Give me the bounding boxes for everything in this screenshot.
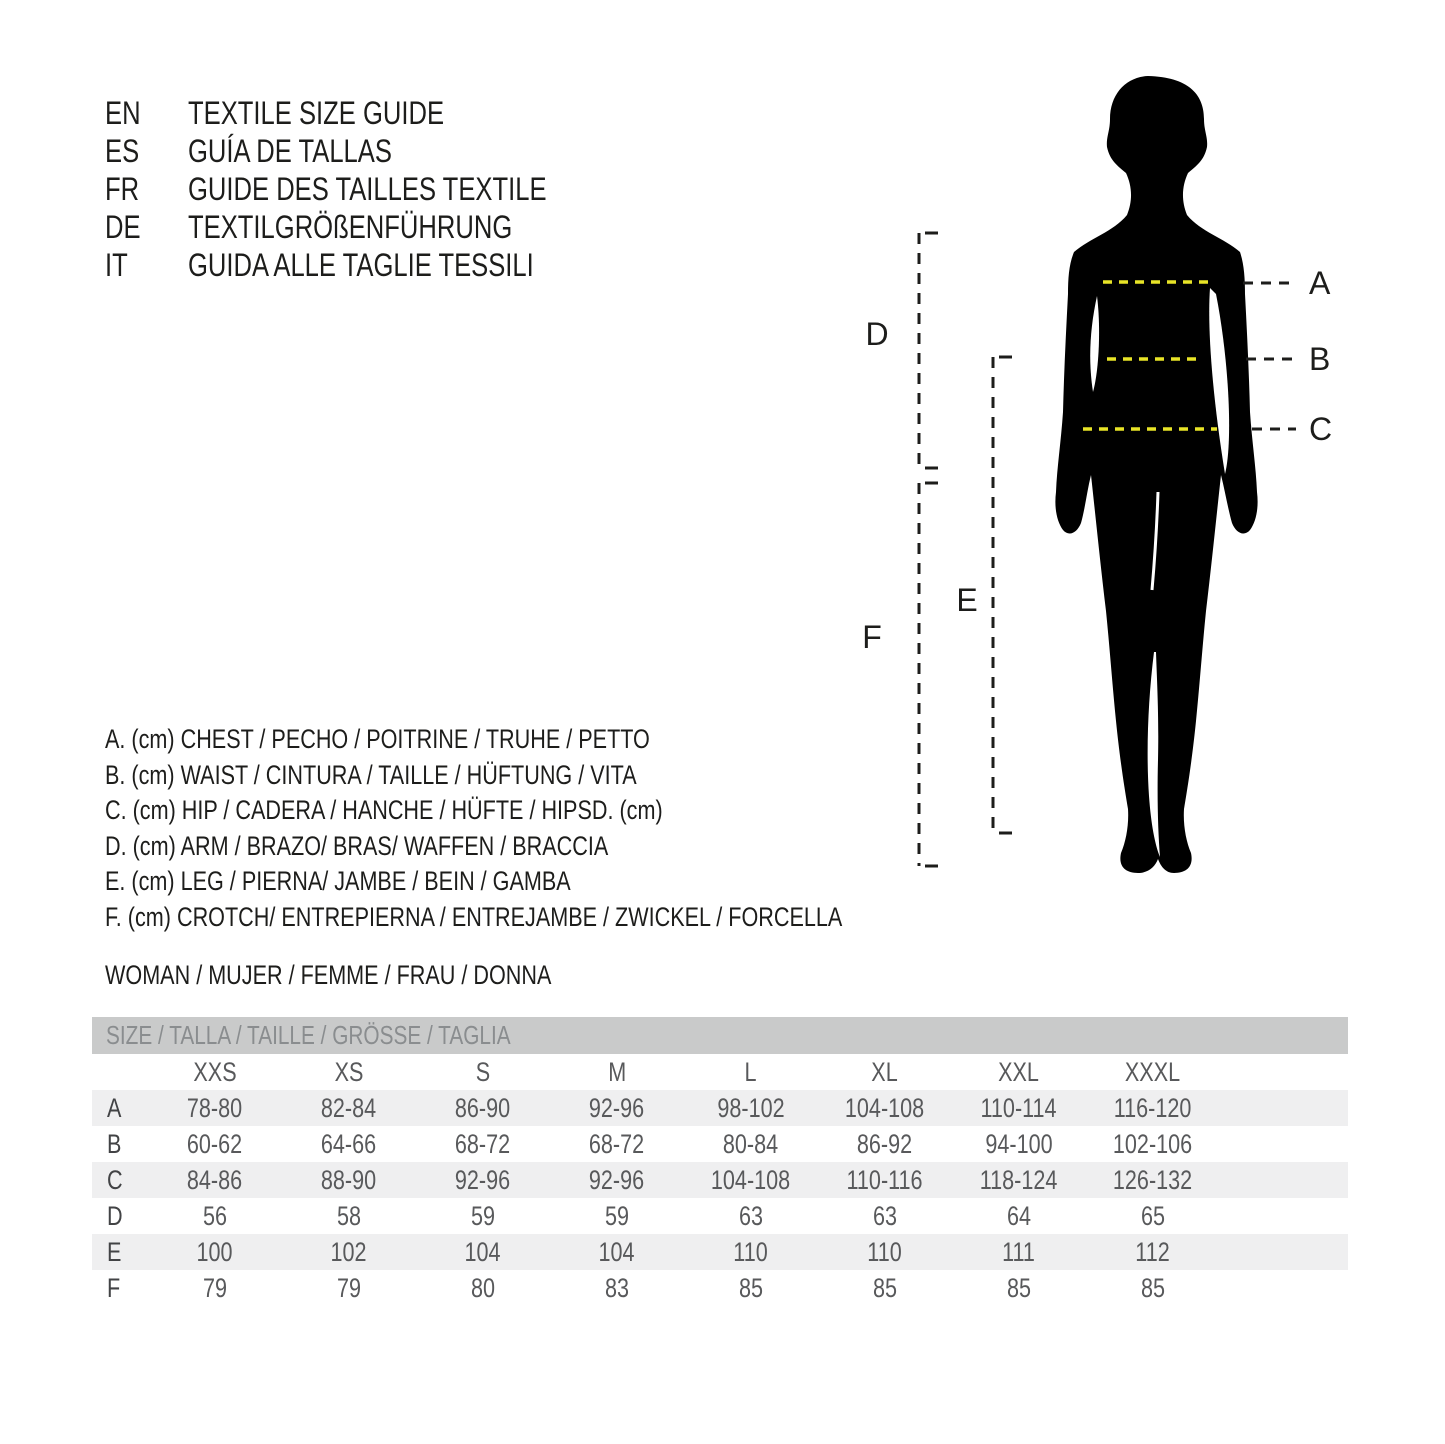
row-label-text: C [107, 1164, 123, 1195]
table-cell [818, 1165, 952, 1196]
legend-item [105, 793, 1027, 829]
cell-value: 100 [196, 1236, 234, 1267]
table-cell [1086, 1093, 1220, 1124]
table-row [92, 1162, 1348, 1198]
table-cell [416, 1273, 550, 1304]
arm-label: D [865, 316, 889, 352]
language-code: IT [105, 246, 128, 283]
gender-title-text: WOMAN / MUJER / FEMME / FRAU / DONNA [105, 960, 552, 990]
cell-value: 86-92 [857, 1128, 913, 1159]
cell-value: 102-106 [1113, 1128, 1193, 1159]
column-header-text: L [744, 1056, 758, 1087]
column-header [1086, 1057, 1220, 1088]
table-cell [550, 1165, 684, 1196]
row-label [92, 1129, 148, 1160]
table-cell [684, 1093, 818, 1124]
cell-value: 63 [872, 1200, 898, 1231]
table-cell [1086, 1237, 1220, 1268]
row-label-text: E [107, 1236, 122, 1267]
language-row [105, 246, 636, 284]
legend-text: C. (cm) HIP / CADERA / HANCHE / HÜFTE / HIPSD. (cm) [105, 795, 663, 826]
language-code: FR [105, 170, 140, 207]
column-header [684, 1057, 818, 1088]
cell-value: 98-102 [717, 1092, 785, 1123]
size-table-header-text: SIZE / TALLA / TAILLE / GRÖSSE / TAGLIA [106, 1020, 511, 1050]
column-header [282, 1057, 416, 1088]
leg-label: E [956, 582, 978, 618]
waist-label: B [1309, 341, 1331, 377]
table-cell [416, 1093, 550, 1124]
table-cell [282, 1165, 416, 1196]
table-cell [818, 1201, 952, 1232]
cell-value: 86-90 [455, 1092, 511, 1123]
cell-value: 110-116 [846, 1164, 924, 1195]
cell-value: 112 [1135, 1236, 1171, 1267]
language-title: GUÍA DE TALLAS [188, 132, 392, 169]
table-cell [818, 1237, 952, 1268]
table-cell [550, 1201, 684, 1232]
cell-value: 56 [202, 1200, 228, 1231]
cell-value: 110-114 [980, 1092, 1058, 1123]
table-cell [282, 1237, 416, 1268]
table-cell [818, 1093, 952, 1124]
cell-value: 82-84 [321, 1092, 377, 1123]
table-cell [148, 1273, 282, 1304]
cell-value: 80 [470, 1272, 496, 1303]
table-row [92, 1126, 1348, 1162]
language-row [105, 208, 636, 246]
table-cell [952, 1129, 1086, 1160]
cell-value: 85 [1006, 1272, 1032, 1303]
crotch-label: F [862, 619, 882, 655]
cell-value: 83 [604, 1272, 630, 1303]
legend-text: D. (cm) ARM / BRAZO/ BRAS/ WAFFEN / BRACCIA [105, 830, 609, 861]
cell-value: 104-108 [845, 1092, 925, 1123]
row-label [92, 1165, 148, 1196]
legend-text: B. (cm) WAIST / CINTURA / TAILLE / HÜFTUNG / VITA [105, 759, 637, 790]
cell-value: 88-90 [321, 1164, 377, 1195]
table-cell [684, 1237, 818, 1268]
column-header-text: XXXL [1125, 1056, 1181, 1087]
cell-value: 59 [604, 1200, 630, 1231]
row-label-text: B [107, 1128, 122, 1159]
cell-value: 104-108 [711, 1164, 791, 1195]
table-cell [684, 1201, 818, 1232]
row-label [92, 1093, 148, 1124]
table-cell [684, 1165, 818, 1196]
table-cell [416, 1237, 550, 1268]
legend-text: A. (cm) CHEST / PECHO / POITRINE / TRUHE / PETTO [105, 724, 650, 755]
cell-value: 110 [733, 1236, 769, 1267]
row-label-text: D [107, 1200, 123, 1231]
language-row [105, 170, 636, 208]
table-cell [148, 1129, 282, 1160]
table-cell [1086, 1129, 1220, 1160]
legend-text: F. (cm) CROTCH/ ENTREPIERNA / ENTREJAMBE / ZWICKEL / FORCELLA [105, 901, 843, 932]
table-cell [550, 1237, 684, 1268]
table-cell [416, 1165, 550, 1196]
cell-value: 59 [470, 1200, 496, 1231]
cell-value: 60-62 [187, 1128, 243, 1159]
language-title: TEXTILGRÖßENFÜHRUNG [188, 208, 513, 245]
column-header-text: XXL [998, 1056, 1040, 1087]
cell-value: 92-96 [589, 1164, 645, 1195]
table-cell [550, 1273, 684, 1304]
chest-label: A [1309, 265, 1331, 301]
table-row [92, 1090, 1348, 1126]
legend-item [105, 722, 1027, 758]
column-header [148, 1057, 282, 1088]
table-cell [684, 1273, 818, 1304]
column-header [952, 1057, 1086, 1088]
column-header [550, 1057, 684, 1088]
column-header-text: XXS [193, 1056, 237, 1087]
table-cell [148, 1201, 282, 1232]
table-header-row [92, 1054, 1348, 1090]
table-cell [550, 1093, 684, 1124]
cell-value: 79 [336, 1272, 362, 1303]
cell-value: 110 [867, 1236, 903, 1267]
gender-title [105, 960, 663, 991]
table-cell [952, 1201, 1086, 1232]
table-row [92, 1270, 1348, 1306]
cell-value: 94-100 [985, 1128, 1053, 1159]
table-cell [818, 1273, 952, 1304]
language-title: GUIDA ALLE TAGLIE TESSILI [188, 246, 534, 283]
cell-value: 111 [1002, 1236, 1036, 1267]
table-cell [952, 1273, 1086, 1304]
language-row [105, 94, 636, 132]
column-header-text: M [608, 1056, 626, 1087]
cell-value: 104 [598, 1236, 636, 1267]
cell-value: 116-120 [1114, 1092, 1192, 1123]
table-cell [1086, 1273, 1220, 1304]
table-cell [282, 1273, 416, 1304]
cell-value: 63 [738, 1200, 764, 1231]
table-cell [818, 1129, 952, 1160]
column-header-text: S [475, 1056, 491, 1087]
language-list [105, 94, 636, 284]
table-cell [148, 1237, 282, 1268]
cell-value: 80-84 [723, 1128, 779, 1159]
column-header [818, 1057, 952, 1088]
cell-value: 102 [330, 1236, 368, 1267]
language-title: TEXTILE SIZE GUIDE [188, 94, 445, 131]
table-cell [684, 1129, 818, 1160]
cell-value: 68-72 [589, 1128, 645, 1159]
legend-item [105, 758, 1027, 794]
legend-item [105, 900, 1027, 936]
legend-item [105, 829, 1027, 865]
column-header-text: XS [334, 1056, 364, 1087]
cell-value: 65 [1140, 1200, 1166, 1231]
language-code: ES [105, 132, 140, 169]
row-label [92, 1201, 148, 1232]
cell-value: 78-80 [187, 1092, 243, 1123]
table-cell [416, 1201, 550, 1232]
column-header [416, 1057, 550, 1088]
table-cell [952, 1165, 1086, 1196]
row-label-text: F [107, 1272, 121, 1303]
row-label [92, 1237, 148, 1268]
table-cell [148, 1165, 282, 1196]
column-header-text: XL [871, 1056, 899, 1087]
table-cell [1086, 1165, 1220, 1196]
cell-value: 85 [872, 1272, 898, 1303]
table-cell [282, 1093, 416, 1124]
size-table [92, 1054, 1348, 1306]
language-code: DE [105, 208, 141, 245]
table-row [92, 1198, 1348, 1234]
language-row [105, 132, 636, 170]
row-label-text: A [107, 1092, 122, 1123]
cell-value: 118-124 [980, 1164, 1058, 1195]
language-title: GUIDE DES TAILLES TEXTILE [188, 170, 547, 207]
cell-value: 92-96 [589, 1092, 645, 1123]
table-cell [282, 1129, 416, 1160]
table-row [92, 1234, 1348, 1270]
measurement-legend [105, 722, 1027, 935]
table-cell [952, 1093, 1086, 1124]
cell-value: 84-86 [187, 1164, 243, 1195]
table-cell [416, 1129, 550, 1160]
size-table-header-bar [92, 1017, 1348, 1054]
hip-label: C [1309, 411, 1333, 447]
table-cell [148, 1093, 282, 1124]
row-label [92, 1273, 148, 1304]
cell-value: 104 [464, 1236, 502, 1267]
table-cell [952, 1237, 1086, 1268]
cell-value: 85 [738, 1272, 764, 1303]
cell-value: 85 [1140, 1272, 1166, 1303]
table-cell [1086, 1201, 1220, 1232]
table-cell [282, 1201, 416, 1232]
cell-value: 92-96 [455, 1164, 511, 1195]
cell-value: 68-72 [455, 1128, 511, 1159]
cell-value: 79 [202, 1272, 228, 1303]
language-code: EN [105, 94, 141, 131]
cell-value: 64-66 [321, 1128, 377, 1159]
cell-value: 58 [336, 1200, 362, 1231]
legend-item [105, 864, 1027, 900]
cell-value: 126-132 [1113, 1164, 1193, 1195]
legend-text: E. (cm) LEG / PIERNA/ JAMBE / BEIN / GAMBA [105, 866, 571, 897]
table-cell [550, 1129, 684, 1160]
cell-value: 64 [1006, 1200, 1032, 1231]
